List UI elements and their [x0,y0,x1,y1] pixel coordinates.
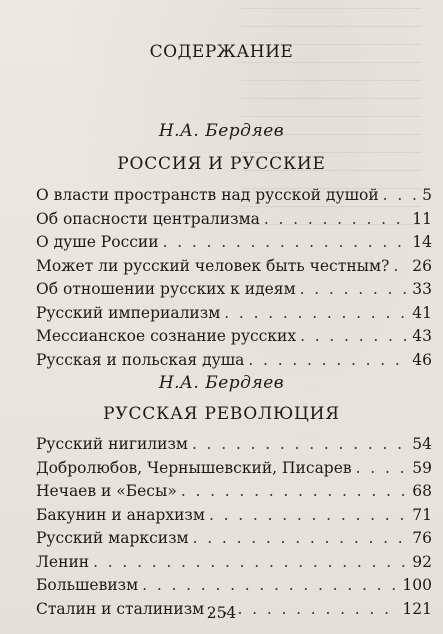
toc-entry-page: 68 [412,482,432,500]
dot-leader [224,302,409,326]
toc-entry-title: Русский нигилизм [36,435,188,453]
toc-entry-page: 92 [412,552,432,571]
toc-entry[interactable] [36,302,432,326]
dot-leader [264,208,409,232]
contents-title: СОДЕРЖАНИЕ [149,42,294,62]
dot-leader [383,184,419,208]
dot-leader [181,480,409,504]
toc-entry[interactable] [36,208,432,232]
toc-list [36,184,432,372]
dot-leader [209,504,409,528]
toc-entry-title: Русский империализм [36,303,221,322]
toc-entry-title: О душе России [36,233,159,251]
dot-leader [93,551,409,575]
toc-entry-title: О власти пространств над русской душой [36,186,379,204]
toc-entry[interactable] [36,278,432,302]
toc-list [36,433,432,621]
dot-leader [163,231,410,255]
toc-entry[interactable] [36,255,432,279]
toc-entry-title: Мессианское сознание русских [36,327,297,345]
toc-entry-title: Большевизм [36,576,139,594]
section-title: РОССИЯ И РУССКИЕ [117,154,326,174]
toc-entry-title: Сталин и сталинизм [36,599,205,618]
dot-leader [142,574,399,598]
toc-entry[interactable] [36,231,432,255]
toc-entry-title: Ленин [36,552,90,571]
toc-entry-title: Об отношении русских к идеям [36,280,296,298]
dot-leader [300,325,409,349]
dot-leader [248,349,409,373]
toc-entry[interactable] [36,349,432,373]
toc-entry[interactable] [36,457,432,481]
toc-entry[interactable] [36,504,432,528]
toc-entry-page: 100 [402,576,432,594]
toc-entry[interactable] [36,184,432,208]
toc-entry-page: 59 [412,458,432,477]
toc-entry-title: Русский марксизм [36,529,189,547]
section-title: РУССКАЯ РЕВОЛЮЦИЯ [103,404,340,424]
toc-entry-page: 5 [422,186,432,204]
toc-entry[interactable] [36,433,432,457]
toc-entry-title: Нечаев и «Бесы» [36,482,177,500]
dot-leader [393,255,409,279]
dot-leader [356,457,410,481]
toc-entry-title: Добролюбов, Чернышевский, Писарев [36,458,352,477]
dot-leader [193,527,410,551]
toc-entry-page: 43 [412,327,432,345]
toc-entry-page: 54 [412,435,432,453]
toc-entry-page: 11 [412,209,432,228]
toc-entry[interactable] [36,574,432,598]
toc-entry-page: 41 [412,303,432,322]
toc-entry-title: Об опасности централизма [36,209,260,228]
toc-entry-title: Русская и польская душа [36,350,245,369]
toc-entry-title: Может ли русский человек быть честным? [36,256,390,275]
section-author: Н.А. Бердяев [158,121,285,141]
toc-entry-title: Бакунин и анархизм [36,505,205,524]
toc-entry-page: 71 [412,505,432,524]
toc-entry[interactable] [36,551,432,575]
page-number: 254 [206,604,237,622]
toc-entry-page: 121 [402,599,432,618]
toc-entry-page: 14 [412,233,432,251]
toc-entry[interactable] [36,325,432,349]
toc-entry-page: 76 [412,529,432,547]
toc-entry[interactable] [36,480,432,504]
toc-entry-page: 26 [412,256,432,275]
toc-entry-page: 46 [412,350,432,369]
toc-entry-page: 33 [412,280,432,298]
dot-leader [192,433,409,457]
toc-entry[interactable] [36,527,432,551]
section-author: Н.А. Бердяев [158,373,285,393]
dot-leader [300,278,410,302]
